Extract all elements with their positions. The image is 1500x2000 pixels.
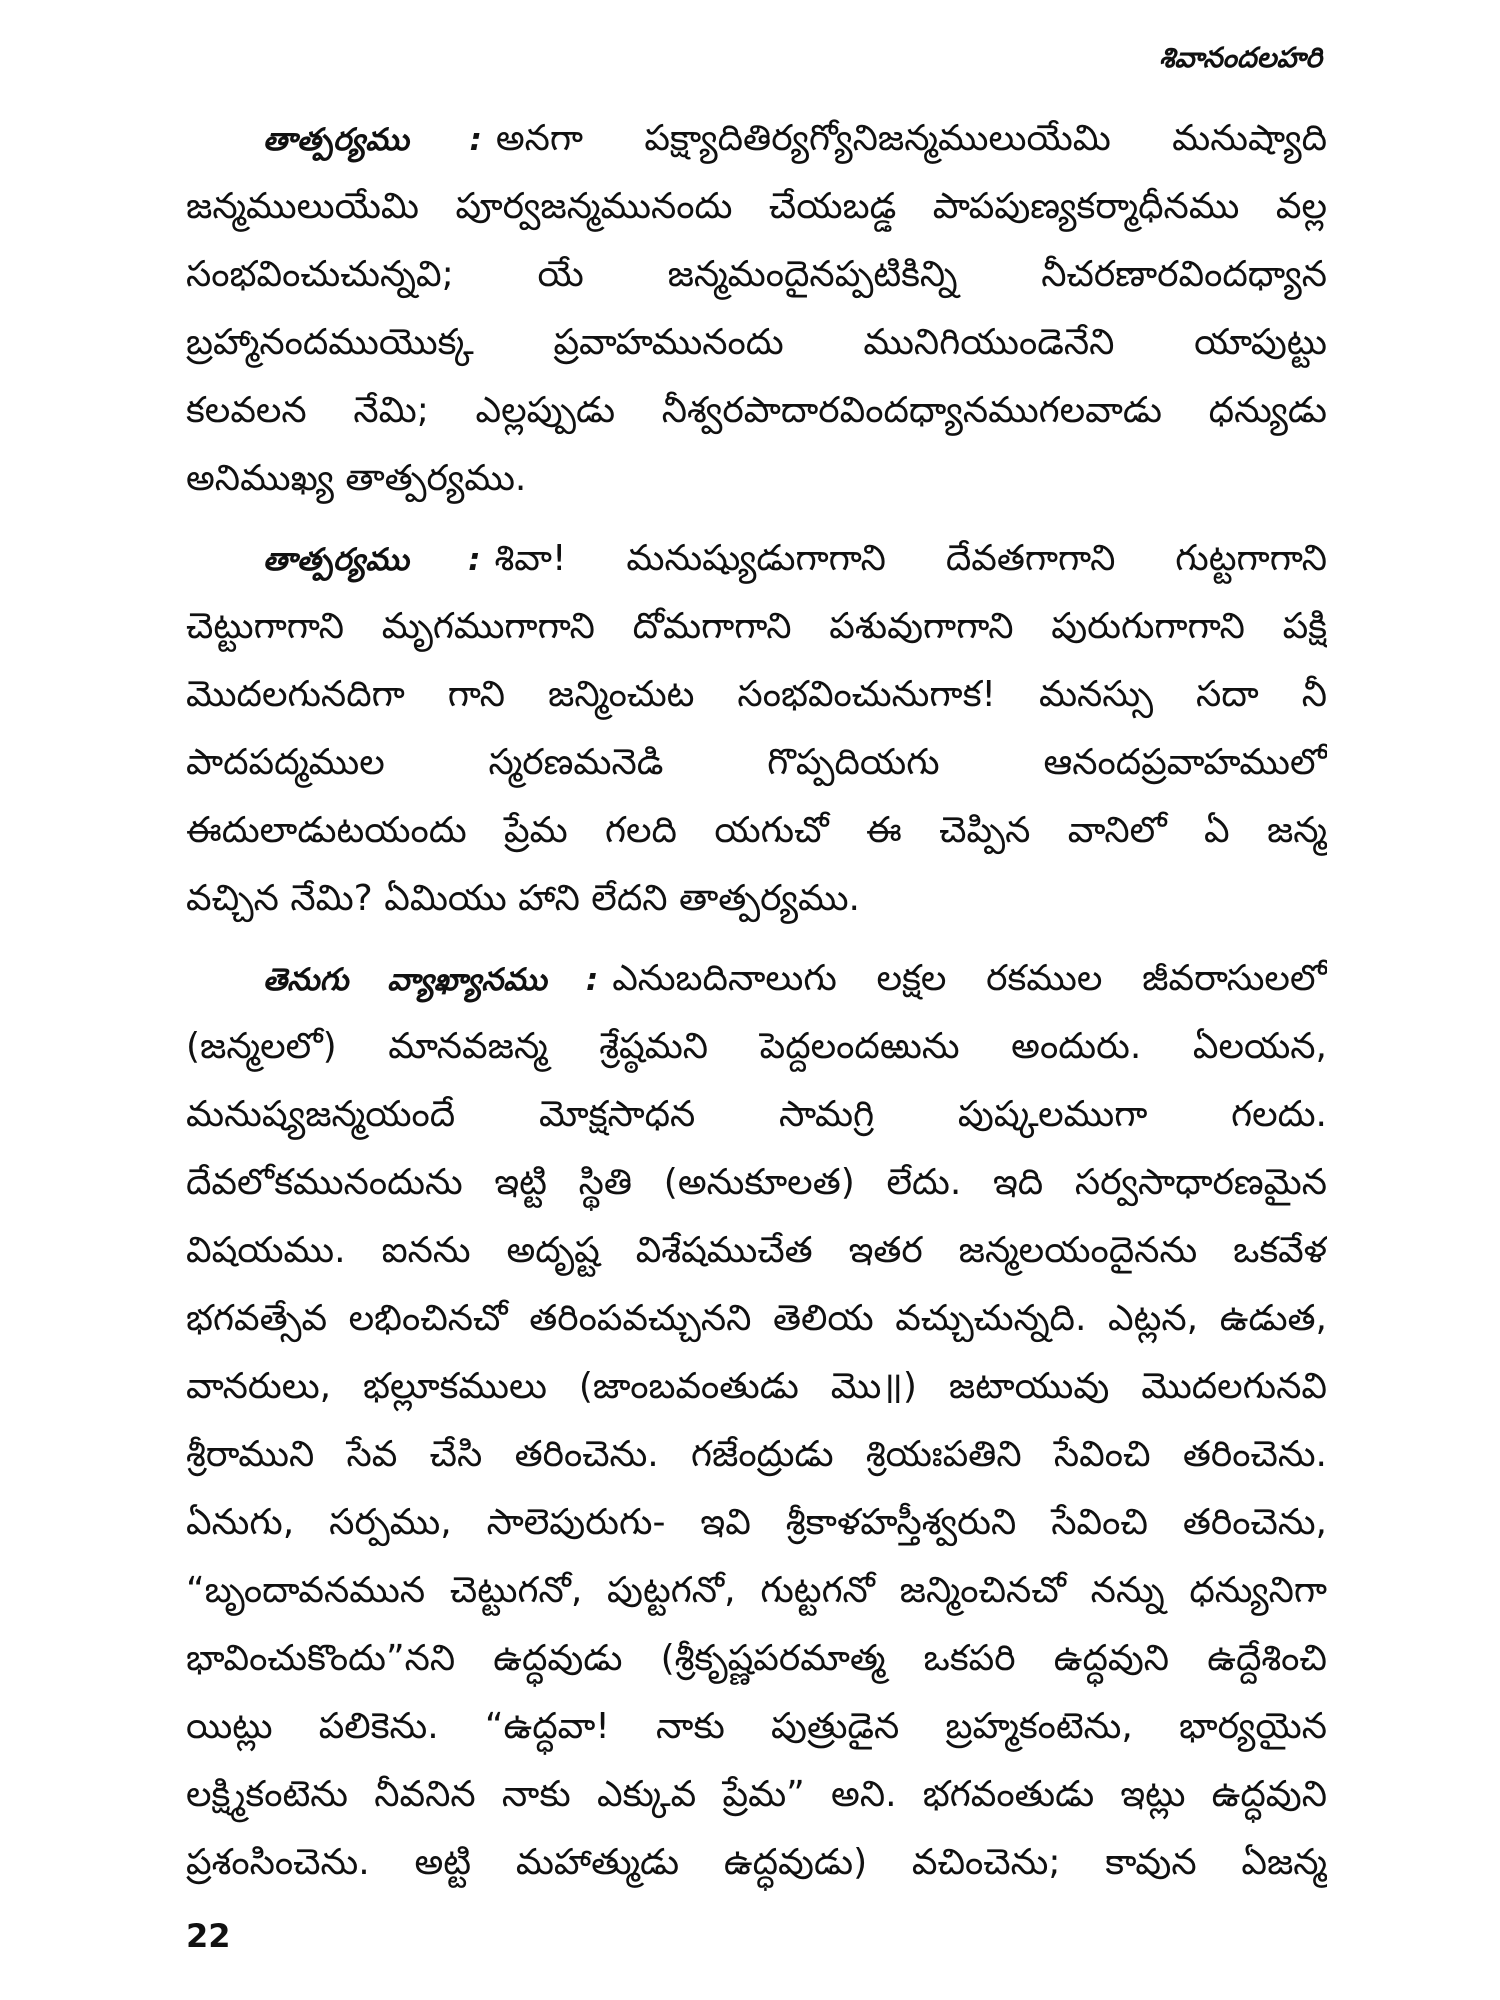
page-number: 22 — [186, 1917, 231, 1955]
paragraph-label: తాత్పర్యము : — [263, 542, 481, 578]
text-line: శ్రీరాముని సేవ చేసి తరించెను. గజేంద్రుడు శ్రియఃపతిని సేవించి తరించెను. — [186, 1434, 1327, 1475]
text-line: యిట్లు పలికెను. “ఉద్ధవా! నాకు పుత్రుడైన బ్రహ్మకంటెను, భార్యయైన — [186, 1706, 1327, 1747]
text-line: ఈదులాడుటయందు ప్రేమ గలది యగుచో ఈ చెప్పిన వానిలో ఏ జన్మ — [186, 810, 1327, 851]
text-line: చెట్టుగాగాని మృగముగాగాని దోమగాగాని పశువుగాగాని పురుగుగాగాని పక్షి — [186, 606, 1327, 647]
text-line: మనుష్యజన్మయందే మోక్షసాధన సామగ్రి పుష్కలముగా గలదు. — [186, 1094, 1327, 1135]
text-line: అనిముఖ్య తాత్పర్యము. — [186, 458, 527, 499]
text-line — [186, 105, 1327, 173]
paragraph-label: తాత్పర్యము : — [263, 122, 482, 158]
line-text: శివా! మనుష్యుడుగాగాని దేవతగాగాని గుట్టగాగాని — [494, 538, 1327, 579]
line-text: అనగా పక్ష్యాదితిర్యగ్యోనిజన్మములుయేమి మనుష్యాది — [495, 118, 1327, 159]
paragraph-tatparyamu-1 — [186, 105, 1327, 513]
page-body — [186, 105, 1327, 1909]
text-line: వచ్చిన నేమి? ఏమియు హాని లేదని తాత్పర్యము. — [186, 878, 860, 919]
text-line: మొదలగునదిగా గాని జన్మించుట సంభవించునుగాక! మనస్సు సదా నీ — [186, 674, 1327, 715]
text-line: విషయము. ఐనను అదృష్ట విశేషముచేత ఇతర జన్మలయందైనను ఒకవేళ — [186, 1230, 1327, 1271]
text-line: ఏనుగు, సర్పము, సాలెపురుగు- ఇవి శ్రీకాళహస్తీశ్వరుని సేవించి తరించెను, — [186, 1502, 1327, 1543]
text-line: జన్మములుయేమి పూర్వజన్మమునందు చేయబడ్డ పాపపుణ్యకర్మాధీనము వల్ల — [186, 186, 1327, 227]
text-line: లక్ష్మికంటెను నీవనిన నాకు ఎక్కువ ప్రేమ” అని. భగవంతుడు ఇట్లు ఉద్ధవుని — [186, 1774, 1327, 1815]
text-line: భగవత్సేవ లభించినచో తరింపవచ్చునని తెలియ వచ్చుచున్నది. ఎట్లన, ఉడుత, — [186, 1298, 1327, 1339]
text-line — [186, 525, 1327, 593]
text-line: దేవలోకమునందును ఇట్టి స్థితి (అనుకూలత) లేదు. ఇది సర్వసాధారణమైన — [186, 1162, 1327, 1203]
text-line: (జన్మలలో) మానవజన్మ శ్రేష్ఠమని పెద్దలందఱును అందురు. ఏలయన, — [186, 1026, 1327, 1067]
paragraph-telugu-vyakhyanamu — [186, 945, 1327, 1897]
text-line: బ్రహ్మానందముయొక్క ప్రవాహమునందు మునిగియుండెనేని యాపుట్టు — [186, 322, 1327, 363]
text-line: కలవలన నేమి; ఎల్లప్పుడు నీశ్వరపాదారవిందధ్యానముగలవాడు ధన్యుడు — [186, 390, 1327, 431]
paragraph-tatparyamu-2 — [186, 525, 1327, 933]
text-line: “బృందావనమున చెట్టుగనో, పుట్టగనో, గుట్టగనో జన్మించినచో నన్ను ధన్యునిగా — [186, 1570, 1327, 1611]
text-line: భావించుకొందు”నని ఉద్ధవుడు (శ్రీకృష్ణపరమాత్మ ఒకపరి ఉద్ధవుని ఉద్దేశించి — [186, 1638, 1327, 1679]
text-line: ప్రశంసించెను. అట్టి మహాత్ముడు ఉద్ధవుడు) వచించెను; కావున ఏజన్మ — [186, 1842, 1327, 1883]
text-line: వానరులు, భల్లూకములు (జాంబవంతుడు మొ॥) జటాయువు మొదలగునవి — [186, 1366, 1327, 1407]
text-line — [186, 945, 1327, 1013]
text-line: సంభవించుచున్నవి; యే జన్మమందైనప్పటికిన్ని నీచరణారవిందధ్యాన — [186, 254, 1327, 295]
line-text: ఎనుబదినాలుగు లక్షల రకముల జీవరాసులలో — [612, 958, 1327, 999]
text-line: పాదపద్మముల స్మరణమనెడి గొప్పదియగు ఆనందప్రవాహములో — [186, 742, 1327, 783]
paragraph-label: తెనుగు వ్యాఖ్యానము : — [263, 962, 599, 998]
running-header-title: శివానందలహరి — [1159, 41, 1322, 74]
